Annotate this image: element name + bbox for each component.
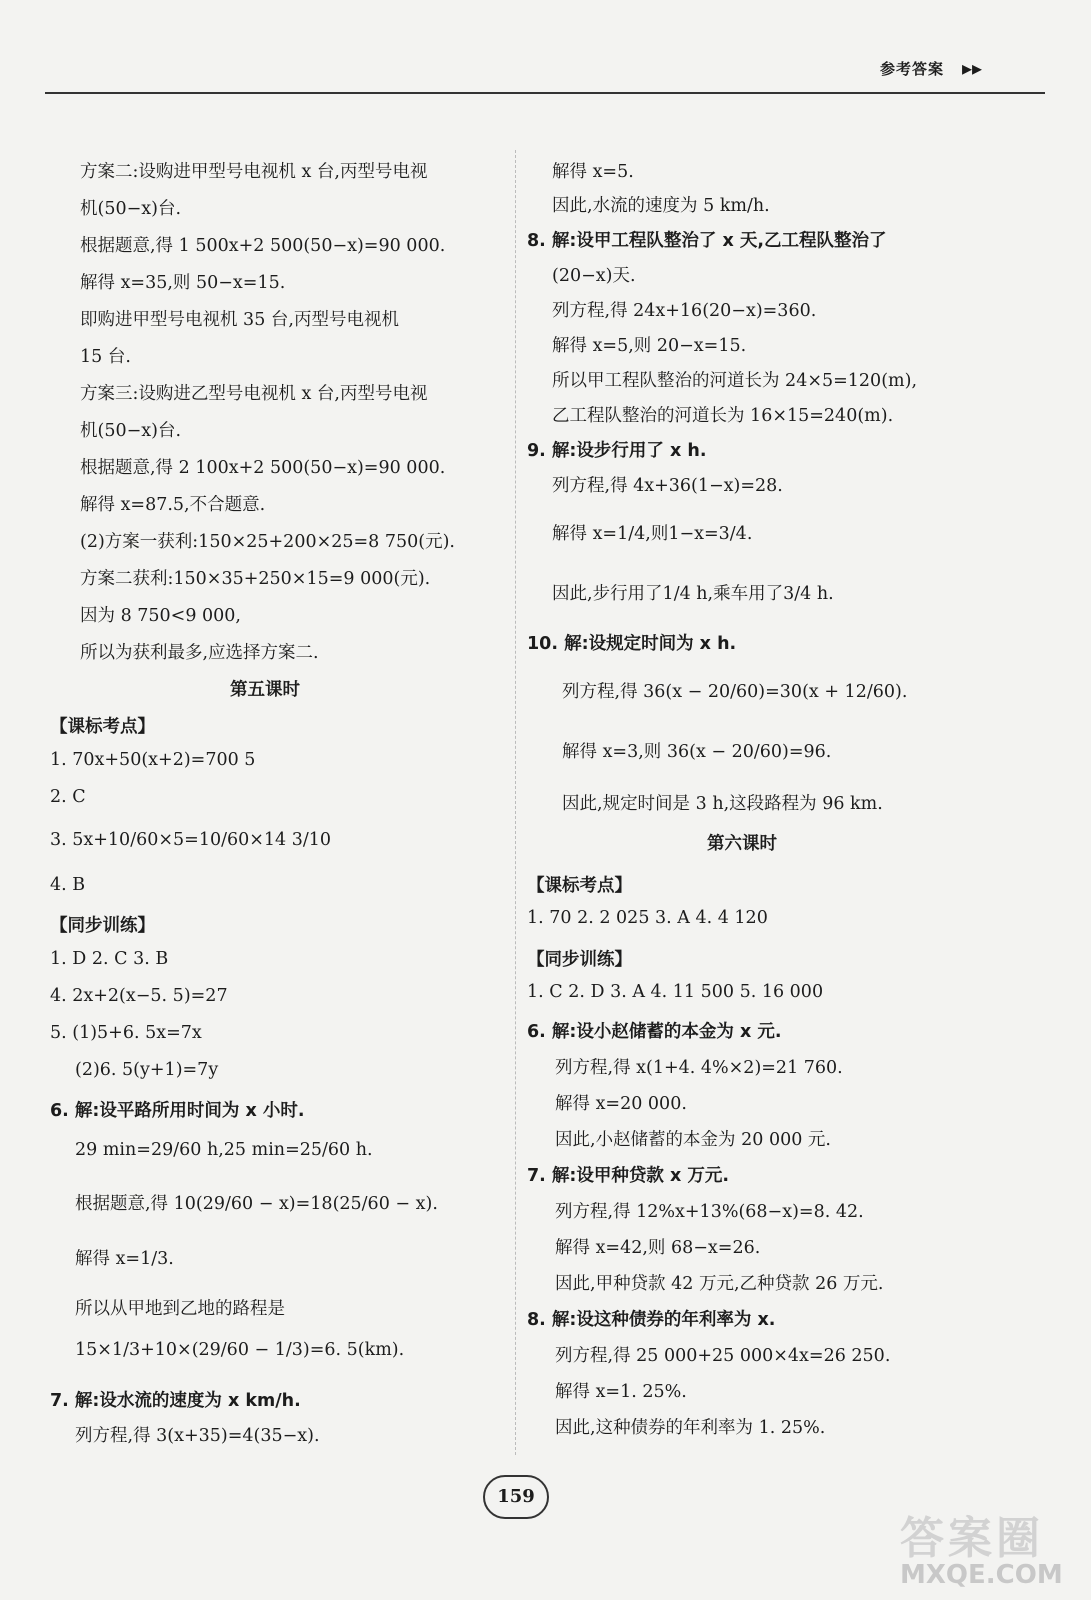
answer-line: 列方程,得 25 000+25 000×4x=26 250. <box>555 1346 891 1366</box>
answer-line: 6. 解:设小赵储蓄的本金为 x 元. <box>527 1022 782 1042</box>
answer-line: 4. 2x+2(x−5. 5)=27 <box>50 986 228 1006</box>
answer-line: 解得 x=42,则 68−x=26. <box>555 1238 761 1258</box>
answer-line: (2)方案一获利:150×25+200×25=8 750(元). <box>80 532 455 552</box>
section-title: 第六课时 <box>707 834 777 854</box>
answer-line: 解得 x=35,则 50−x=15. <box>80 273 286 293</box>
answer-line: 机(50−x)台. <box>80 421 182 441</box>
answer-line: 因此,甲种贷款 42 万元,乙种贷款 26 万元. <box>555 1274 884 1294</box>
answer-line: 因此,水流的速度为 5 km/h. <box>552 196 770 216</box>
watermark-url: MXQE.COM <box>900 1560 1063 1590</box>
answer-line: 7. 解:设甲种贷款 x 万元. <box>527 1166 730 1186</box>
answer-line: 方案二:设购进甲型号电视机 x 台,丙型号电视 <box>80 162 428 182</box>
answer-line: 10. 解:设规定时间为 x h. <box>527 634 737 654</box>
bracket-heading: 【同步训练】 <box>50 916 155 936</box>
answer-line: 根据题意,得 2 100x+2 500(50−x)=90 000. <box>80 458 446 478</box>
answer-line: 所以为获利最多,应选择方案二. <box>80 643 319 663</box>
answer-line: 解得 x=1/3. <box>75 1249 174 1269</box>
answer-line: 1. C 2. D 3. A 4. 11 500 5. 16 000 <box>527 982 824 1002</box>
answer-line: 列方程,得 x(1+4. 4%×2)=21 760. <box>555 1058 843 1078</box>
answer-line: 方案二获利:150×35+250×15=9 000(元). <box>80 569 431 589</box>
answer-line: 列方程,得 3(x+35)=4(35−x). <box>75 1426 320 1446</box>
answer-line: 1. 70 2. 2 025 3. A 4. 4 120 <box>527 908 768 928</box>
bracket-heading: 【课标考点】 <box>527 876 632 896</box>
answer-line: 因此,规定时间是 3 h,这段路程为 96 km. <box>562 794 883 814</box>
answer-line: 因此,这种债券的年利率为 1. 25%. <box>555 1418 826 1438</box>
answer-line: 解得 x=87.5,不合题意. <box>80 495 266 515</box>
answer-line: 1. 70x+50(x+2)=700 5 <box>50 750 256 770</box>
answer-line: 乙工程队整治的河道长为 16×15=240(m). <box>552 406 894 426</box>
answer-line: 8. 解:设甲工程队整治了 x 天,乙工程队整治了 <box>527 231 887 251</box>
bracket-heading: 【同步训练】 <box>527 950 632 970</box>
answer-line: 解得 x=1/4,则1−x=3/4. <box>552 524 753 544</box>
section-title: 第五课时 <box>230 680 300 700</box>
answer-line: 解得 x=20 000. <box>555 1094 687 1114</box>
header-arrows-icon: ▸▸ <box>962 56 983 80</box>
answer-line: 所以从甲地到乙地的路程是 <box>75 1299 285 1319</box>
answer-line: 解得 x=3,则 36(x − 20/60)=96. <box>562 742 832 762</box>
answer-line: (20−x)天. <box>552 266 636 286</box>
answer-line: 因为 8 750<9 000, <box>80 606 241 626</box>
answer-line: 因此,步行用了1/4 h,乘车用了3/4 h. <box>552 584 834 604</box>
column-divider <box>515 150 516 1455</box>
answer-line: 6. 解:设平路所用时间为 x 小时. <box>50 1101 305 1121</box>
answer-line: 列方程,得 36(x − 20/60)=30(x + 12/60). <box>562 682 908 702</box>
answer-line: 8. 解:设这种债券的年利率为 x. <box>527 1310 776 1330</box>
answer-line: 解得 x=5,则 20−x=15. <box>552 336 747 356</box>
answer-line: 9. 解:设步行用了 x h. <box>527 441 707 461</box>
bracket-heading: 【课标考点】 <box>50 717 155 737</box>
answer-line: 列方程,得 24x+16(20−x)=360. <box>552 301 817 321</box>
answer-line: 4. B <box>50 875 86 895</box>
watermark-seal: 答案圈 <box>900 1513 1044 1564</box>
answer-line: 5. (1)5+6. 5x=7x <box>50 1023 202 1043</box>
answer-line: 因此,小赵储蓄的本金为 20 000 元. <box>555 1130 831 1150</box>
answer-line: 根据题意,得 1 500x+2 500(50−x)=90 000. <box>80 236 446 256</box>
page-number: 159 <box>483 1475 549 1519</box>
answer-line: 2. C <box>50 787 86 807</box>
answer-line: 29 min=29/60 h,25 min=25/60 h. <box>75 1140 373 1160</box>
answer-line: 解得 x=1. 25%. <box>555 1382 687 1402</box>
answer-line: 解得 x=5. <box>552 162 634 182</box>
answer-line: 所以甲工程队整治的河道长为 24×5=120(m), <box>552 371 918 391</box>
answer-line: (2)6. 5(y+1)=7y <box>75 1060 219 1080</box>
answer-line: 15 台. <box>80 347 131 367</box>
header-rule <box>45 92 1045 94</box>
answer-line: 1. D 2. C 3. B <box>50 949 169 969</box>
answer-line: 列方程,得 4x+36(1−x)=28. <box>552 476 783 496</box>
answer-line: 根据题意,得 10(29/60 − x)=18(25/60 − x). <box>75 1194 438 1214</box>
header-label: 参考答案 <box>880 60 945 78</box>
answer-line: 7. 解:设水流的速度为 x km/h. <box>50 1391 301 1411</box>
answer-line: 3. 5x+10/60×5=10/60×14 3/10 <box>50 830 332 850</box>
answer-line: 即购进甲型号电视机 35 台,丙型号电视机 <box>80 310 399 330</box>
answer-line: 方案三:设购进乙型号电视机 x 台,丙型号电视 <box>80 384 428 404</box>
answer-line: 列方程,得 12%x+13%(68−x)=8. 42. <box>555 1202 864 1222</box>
answer-line: 机(50−x)台. <box>80 199 182 219</box>
answer-line: 15×1/3+10×(29/60 − 1/3)=6. 5(km). <box>75 1340 405 1360</box>
